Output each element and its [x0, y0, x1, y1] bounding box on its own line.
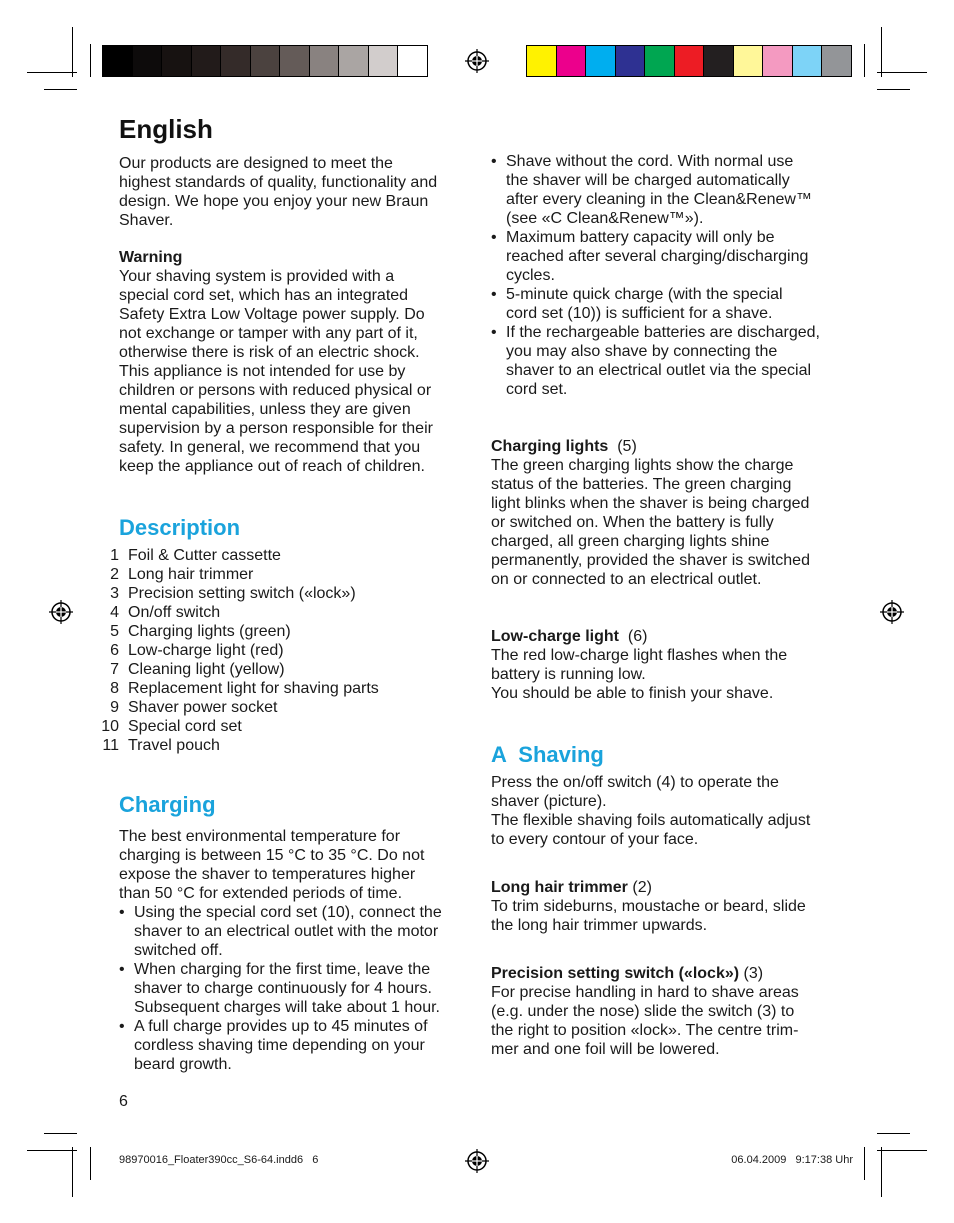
text-line: on or connected to an electrical outlet.	[491, 571, 762, 588]
page-number: 6	[119, 1093, 128, 1110]
text-line: status of the batteries. The green charging	[491, 476, 792, 493]
text-line: cord set (10)) is sufficient for a shave.	[506, 305, 773, 322]
item-number: 5	[110, 623, 119, 640]
crop-mark	[90, 1147, 91, 1180]
text-line: keep the appliance out of reach of children.	[119, 458, 425, 475]
crop-mark	[864, 1147, 865, 1180]
item-text: Replacement light for shaving parts	[128, 680, 379, 697]
color-swatch	[338, 46, 368, 76]
item-number: 11	[102, 737, 119, 754]
intro-paragraph	[119, 154, 469, 230]
long-hair-trimmer-paragraph	[491, 897, 841, 935]
color-swatch	[368, 46, 398, 76]
text-line: otherwise there is risk of an electric shock.	[119, 344, 420, 361]
item-text: On/off switch	[128, 604, 221, 621]
item-text: Foil & Cutter cassette	[128, 547, 281, 564]
heading-text: Low-charge light	[491, 628, 619, 645]
registration-mark-icon	[49, 600, 73, 624]
grayscale-calibration-strip	[102, 45, 428, 77]
list-item	[98, 546, 469, 565]
item-text: Shaver power socket	[128, 699, 278, 716]
text-line: To trim sideburns, moustache or beard, slide	[491, 898, 806, 915]
item-text: Special cord set	[128, 718, 242, 735]
part-reference: (2)	[632, 879, 652, 896]
text-line: charged, all green charging lights shine	[491, 533, 770, 550]
charging-bullets	[119, 903, 469, 1074]
text-line: children or persons with reduced physical or	[119, 382, 432, 399]
text-line: Your shaving system is provided with a	[119, 268, 395, 285]
left-column	[101, 112, 469, 1074]
text-line: (see «C Clean&Renew™»).	[506, 210, 704, 227]
text-line: or switched on. When the battery is fully	[491, 514, 774, 531]
warning-heading: Warning	[119, 249, 183, 266]
charging-heading: Charging	[119, 792, 216, 817]
list-item	[98, 736, 469, 755]
text-line: switched off.	[134, 942, 223, 959]
heading-text: Precision setting switch («lock»)	[491, 965, 740, 982]
color-swatch	[762, 46, 792, 76]
list-item	[98, 717, 469, 736]
text-line: The flexible shaving foils automatically adjust	[491, 812, 811, 829]
crop-mark	[27, 1150, 77, 1151]
text-line: permanently, provided the shaver is switched	[491, 552, 810, 569]
text-line: design. We hope you enjoy your new Braun	[119, 193, 429, 210]
color-swatch	[161, 46, 191, 76]
item-text: Precision setting switch («lock»)	[128, 585, 356, 602]
precision-switch-paragraph	[491, 983, 841, 1059]
low-charge-heading	[491, 627, 841, 646]
color-swatch	[703, 46, 733, 76]
text-line: Press the on/off switch (4) to operate the	[491, 774, 779, 791]
item-number: 6	[110, 642, 119, 659]
bullet-item	[119, 903, 469, 960]
crop-mark	[72, 1147, 73, 1197]
item-number: 3	[110, 585, 119, 602]
color-swatch	[674, 46, 704, 76]
text-line: battery is running low.	[491, 666, 646, 683]
shaving-paragraph	[491, 773, 841, 849]
registration-mark-icon	[465, 49, 489, 73]
color-swatch	[733, 46, 763, 76]
text-line: • If the rechargeable batteries are discharged,	[506, 324, 820, 341]
text-line: beard growth.	[134, 1056, 232, 1073]
crop-mark	[877, 72, 927, 73]
crop-mark	[27, 72, 77, 73]
text-line: charging is between 15 °C to 35 °C. Do not	[119, 847, 425, 864]
text-line: Shaver.	[119, 212, 174, 229]
text-line: shaver (picture).	[491, 793, 607, 810]
text-line: mental capabilities, unless they are given	[119, 401, 411, 418]
text-line: • 5-minute quick charge (with the special	[506, 286, 783, 303]
precision-switch-heading	[491, 964, 841, 983]
registration-mark-icon	[465, 1149, 489, 1173]
list-item	[98, 565, 469, 584]
text-line: special cord set, which has an integrated	[119, 287, 409, 304]
color-swatch	[397, 46, 427, 76]
crop-mark	[44, 89, 77, 90]
text-line: than 50 °C for extended periods of time.	[119, 885, 403, 902]
text-line: expose the shaver to temperatures higher	[119, 866, 416, 883]
text-line: cycles.	[506, 267, 555, 284]
text-line: • Shave without the cord. With normal use	[506, 153, 794, 170]
list-item	[98, 603, 469, 622]
list-item	[98, 660, 469, 679]
text-line: to every contour of your face.	[491, 831, 699, 848]
text-line: shaver to an electrical outlet via the special	[506, 362, 812, 379]
item-number: 1	[110, 547, 119, 564]
crop-mark	[72, 27, 73, 77]
color-swatch	[644, 46, 674, 76]
text-line: light blinks when the shaver is being charged	[491, 495, 810, 512]
crop-mark	[877, 1150, 927, 1151]
item-number: 2	[110, 566, 119, 583]
item-text: Charging lights (green)	[128, 623, 291, 640]
bullet-item	[491, 285, 841, 323]
crop-mark	[90, 44, 91, 77]
description-heading: Description	[119, 515, 241, 540]
crop-mark	[44, 1133, 77, 1134]
text-line: Safety Extra Low Voltage power supply. Do	[119, 306, 425, 323]
footer-filename: 98970016_Floater390cc_S6-64.indd6 6	[119, 1154, 319, 1166]
text-line: highest standards of quality, functionality and	[119, 174, 438, 191]
part-reference: (6)	[627, 628, 648, 645]
page-title: English	[119, 114, 213, 144]
text-line: shaver to an electrical outlet with the motor	[134, 923, 439, 940]
text-line: the long hair trimmer upwards.	[491, 917, 708, 934]
text-line: cord set.	[506, 381, 568, 398]
charging-bullets-continued	[491, 152, 841, 399]
list-item	[98, 641, 469, 660]
color-swatch	[250, 46, 280, 76]
item-number: 7	[110, 661, 119, 678]
text-line: • Using the special cord set (10), connect the	[134, 904, 442, 921]
color-swatch	[220, 46, 250, 76]
text-line: • A full charge provides up to 45 minutes of	[134, 1018, 428, 1035]
description-list	[101, 546, 469, 755]
text-line: (e.g. under the nose) slide the switch (3) to	[491, 1003, 795, 1020]
bullet-item	[119, 1017, 469, 1074]
text-line: This appliance is not intended for use by	[119, 363, 406, 380]
list-item	[98, 679, 469, 698]
item-number: 8	[110, 680, 119, 697]
color-swatch	[792, 46, 822, 76]
heading-text: Charging lights	[491, 438, 609, 455]
text-line: The best environmental temperature for	[119, 828, 401, 845]
item-text: Low-charge light (red)	[128, 642, 284, 659]
color-swatch	[556, 46, 586, 76]
warning-paragraph	[119, 267, 469, 476]
text-line: mer and one foil will be lowered.	[491, 1041, 720, 1058]
color-swatch	[132, 46, 162, 76]
text-line: • Maximum battery capacity will only be	[506, 229, 775, 246]
color-swatch	[585, 46, 615, 76]
list-item	[98, 622, 469, 641]
text-line: safety. In general, we recommend that you	[119, 439, 421, 456]
long-hair-trimmer-heading	[491, 878, 841, 897]
text-line: You should be able to finish your shave.	[491, 685, 774, 702]
item-text: Travel pouch	[128, 737, 220, 754]
text-line: Our products are designed to meet the	[119, 155, 393, 172]
item-text: Cleaning light (yellow)	[128, 661, 285, 678]
charging-lights-heading	[491, 437, 841, 456]
color-swatch	[191, 46, 221, 76]
text-line: For precise handling in hard to shave areas	[491, 984, 799, 1001]
charging-intro	[119, 827, 469, 903]
text-line: supervision by a person responsible for their	[119, 420, 433, 437]
item-number: 9	[110, 699, 119, 716]
text-line: the shaver will be charged automatically	[506, 172, 790, 189]
text-line: cordless shaving time depending on your	[134, 1037, 425, 1054]
crop-mark	[881, 27, 882, 77]
part-reference: (5)	[617, 438, 637, 455]
bullet-item	[119, 960, 469, 1017]
text-line: The red low-charge light flashes when the	[491, 647, 788, 664]
bullet-item	[491, 323, 841, 399]
part-reference: (3)	[743, 965, 764, 982]
heading-text: Long hair trimmer	[491, 879, 628, 896]
shaving-heading: A Shaving	[491, 742, 604, 767]
color-swatch	[615, 46, 645, 76]
color-calibration-strip	[526, 45, 852, 77]
color-swatch	[103, 46, 132, 76]
text-line: not exchange or tamper with any part of it,	[119, 325, 418, 342]
color-swatch	[527, 46, 556, 76]
text-line: after every cleaning in the Clean&Renew™	[506, 191, 812, 208]
crop-mark	[864, 44, 865, 77]
right-column	[491, 152, 841, 1059]
color-swatch	[279, 46, 309, 76]
text-line: shaver to charge continuously for 4 hours.	[134, 980, 432, 997]
list-item	[98, 698, 469, 717]
text-line: The green charging lights show the charge	[491, 457, 794, 474]
crop-mark	[881, 1147, 882, 1197]
list-item	[98, 584, 469, 603]
item-number: 10	[101, 718, 119, 735]
text-line: you may also shave by connecting the	[506, 343, 778, 360]
color-swatch	[821, 46, 851, 76]
item-text: Long hair trimmer	[128, 566, 254, 583]
crop-mark	[877, 89, 910, 90]
registration-mark-icon	[880, 600, 904, 624]
item-number: 4	[110, 604, 119, 621]
bullet-item	[491, 152, 841, 228]
crop-mark	[877, 1133, 910, 1134]
color-swatch	[309, 46, 339, 76]
charging-lights-paragraph	[491, 456, 841, 589]
bullet-item	[491, 228, 841, 285]
text-line: the right to position «lock». The centre trim-	[491, 1022, 799, 1039]
text-line: reached after several charging/discharging	[506, 248, 809, 265]
footer-timestamp: 06.04.2009 9:17:38 Uhr	[731, 1154, 853, 1166]
text-line: Subsequent charges will take about 1 hour.	[134, 999, 440, 1016]
low-charge-paragraph	[491, 646, 841, 703]
text-line: • When charging for the first time, leave the	[134, 961, 431, 978]
